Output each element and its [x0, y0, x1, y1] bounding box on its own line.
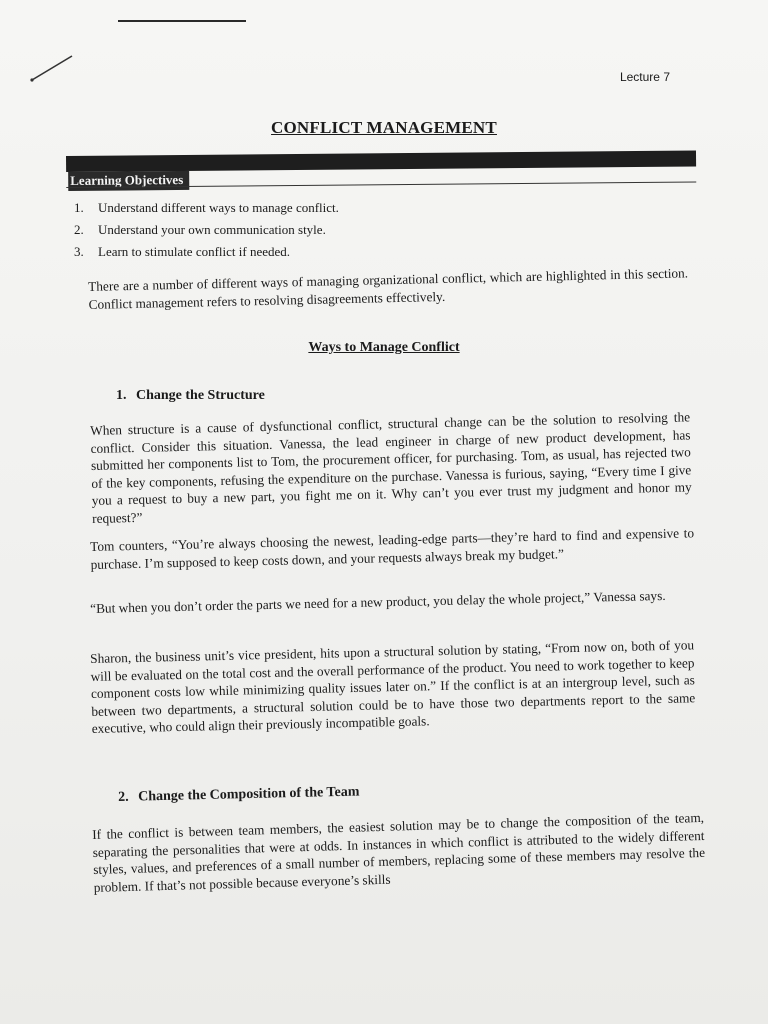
heading-text: Change the Structure — [136, 388, 265, 403]
body-paragraph: Tom counters, “You’re always choosing the newest, leading-edge parts—they’re hard to find and expensive to purchase. I’m supposed to keep costs down, and your requests always break my budget.” — [90, 525, 695, 572]
banner-bar — [66, 151, 696, 172]
heading-number: 2. — [118, 789, 129, 805]
body-paragraph: “But when you don’t order the parts we need for a new product, you delay the whole project,” Vanessa says. — [90, 587, 666, 616]
heading-text: Change the Composition of the Team — [137, 784, 360, 805]
learning-objectives-heading: Learning Objectives — [68, 171, 189, 191]
list-item — [74, 200, 339, 216]
body-paragraph: If the conflict is between team members, the easiest solution may be to change the composition of the team, separating the personalities that were at odds. In instances in which conflict is attributed to the widely different styles, values, and preferences of a small number of members, replacing some of these members may resolve the problem. If that’s not possible because everyone’s skills — [92, 809, 706, 895]
body-paragraph: When structure is a cause of dysfunctional conflict, structural change can be the solution to resolving the conflict. Consider this situation. Vanessa, the lead engineer in charge of new product development, has submitted her components list to Tom, the procurement officer, for purchasing. Tom, as usual, has rejected two of the key components, refusing the expenditure on the purchase. Vanessa is furious, saying, “Every time I give you a request to buy a new part, you fight me on it. Why can’t you ever trust my judgment and honor my request?” — [90, 409, 692, 526]
subsection-heading-structure — [116, 388, 265, 404]
list-text: Learn to stimulate conflict if needed. — [98, 244, 291, 259]
lecture-label: Lecture 7 — [619, 70, 670, 84]
list-number: 3. — [74, 244, 84, 259]
list-item — [74, 244, 339, 260]
objectives-list — [74, 200, 339, 266]
top-rule-mark — [118, 20, 246, 22]
list-number: 1. — [74, 200, 84, 215]
list-number: 2. — [74, 222, 84, 237]
list-text: Understand your own communication style. — [98, 222, 326, 237]
intro-paragraph: There are a number of different ways of managing organizational conflict, which are highlighted in this section. Conflict management refers to resolving disagreements effectively. — [88, 265, 689, 312]
list-text: Understand different ways to manage conflict. — [98, 200, 339, 215]
learning-objectives-banner — [66, 151, 696, 188]
subsection-heading-team — [118, 785, 360, 806]
body-paragraph: Sharon, the business unit’s vice president, hits upon a structural solution by stating, “From now on, both of you will be evaluated on the total cost and the overall performance of the product. You need to work together to keep component costs low while minimizing quality issues later on.” If the conflict is at an intergroup level, such as between two departments, a structural solution could be to have those two departments report to the same executive, who could align their previously incompatible goals. — [90, 637, 696, 736]
pen-stroke-mark — [28, 50, 78, 84]
section-title: Ways to Manage Conflict — [308, 340, 460, 355]
heading-number: 1. — [116, 388, 127, 403]
list-item — [74, 222, 339, 238]
page-title: CONFLICT MANAGEMENT — [271, 118, 497, 137]
